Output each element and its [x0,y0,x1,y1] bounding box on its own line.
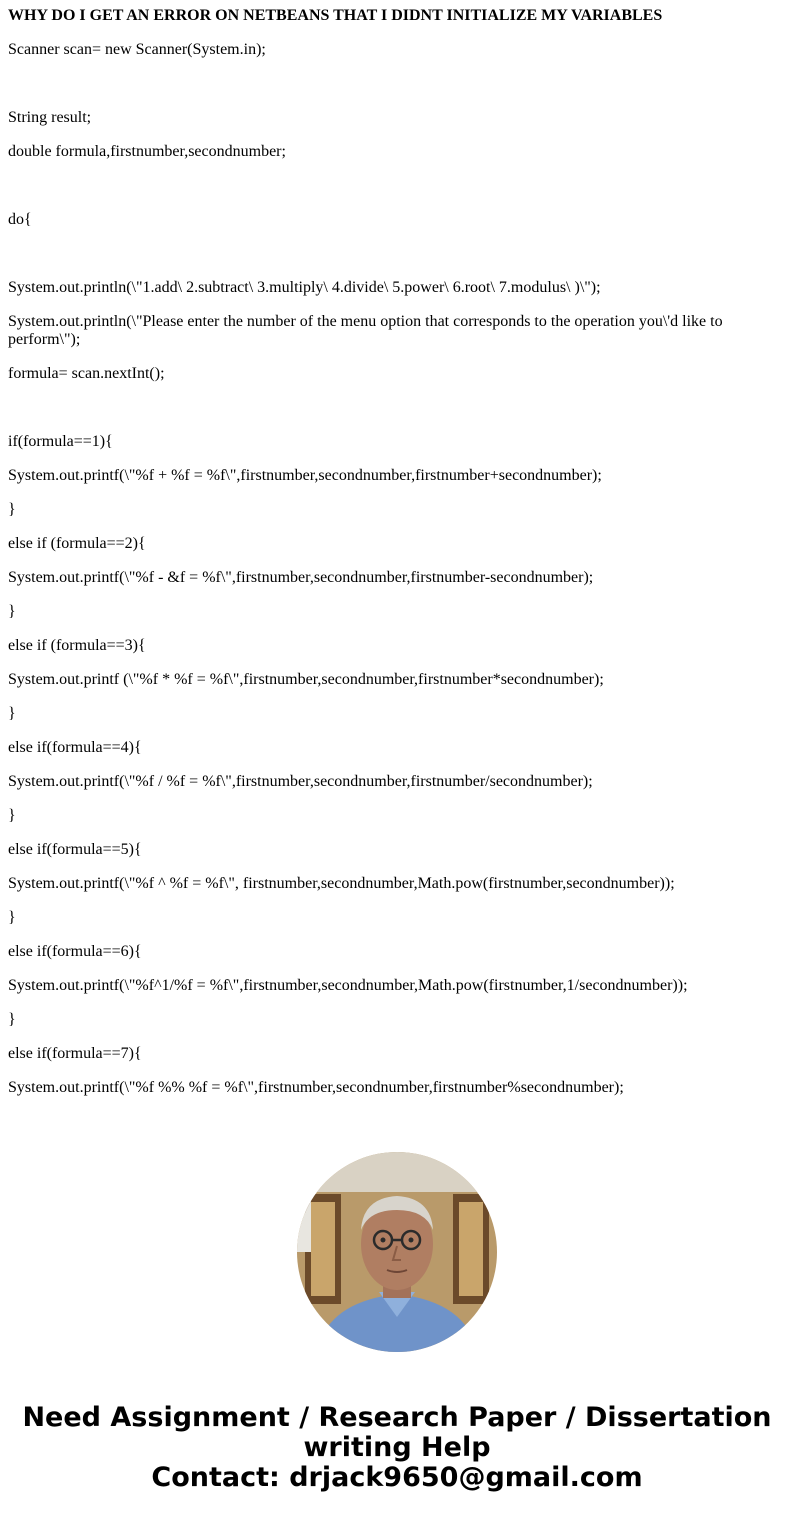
code-line: formula= scan.nextInt(); [8,365,165,382]
blank-line [8,75,786,93]
code-line: } [8,501,16,518]
code-line: else if(formula==6){ [8,943,142,960]
page-title: WHY DO I GET AN ERROR ON NETBEANS THAT I DIDNT INITIALIZE MY VARIABLES [8,7,663,24]
code-line: System.out.printf(\"%f + %f = %f\",firstnumber,secondnumber,firstnumber+secondnumber); [8,467,602,484]
code-line: else if(formula==7){ [8,1045,142,1062]
code-line: double formula,firstnumber,secondnumber; [8,143,286,160]
code-line: } [8,603,16,620]
code-line: else if(formula==4){ [8,739,142,756]
code-line: System.out.printf(\"%f %% %f = %f\",firstnumber,secondnumber,firstnumber%secondnumber); [8,1079,624,1096]
code-line: else if (formula==3){ [8,637,146,654]
code-line: System.out.printf (\"%f * %f = %f\",firstnumber,secondnumber,firstnumber*secondnumber); [8,671,604,688]
blank-line [8,399,786,417]
code-line: Scanner scan= new Scanner(System.in); [8,41,266,58]
blank-line [8,245,786,263]
code-line: } [8,909,16,926]
code-line: } [8,705,16,722]
code-line: System.out.printf(\"%f - &f = %f\",firstnumber,secondnumber,firstnumber-secondnumber); [8,569,594,586]
code-block [8,41,786,1097]
person-photo-icon [297,1152,497,1352]
document-body [8,0,786,1097]
code-line: } [8,1011,16,1028]
code-line: do{ [8,211,32,228]
code-line: System.out.println(\"1.add\ 2.subtract\ 3.multiply\ 4.divide\ 5.power\ 6.root\ 7.modulus\ )\"); [8,279,601,296]
code-line: System.out.printf(\"%f / %f = %f\",firstnumber,secondnumber,firstnumber/secondnumber); [8,773,593,790]
code-line: System.out.println(\"Please enter the number of the menu option that corresponds to the operation you\'d like to perform\"); [8,313,723,348]
code-line: System.out.printf(\"%f^1/%f = %f\",firstnumber,secondnumber,Math.pow(firstnumber,1/secondnumber)); [8,977,688,994]
blank-line [8,177,786,195]
code-line: String result; [8,109,92,126]
promo-line-1: Need Assignment / Research Paper / Dissertation [22,1402,772,1433]
promo-banner [0,1403,794,1493]
code-line: } [8,807,16,824]
promo-contact: Contact: drjack9650@gmail.com [151,1462,643,1493]
code-line: System.out.printf(\"%f ^ %f = %f\", firstnumber,secondnumber,Math.pow(firstnumber,secondnumber)); [8,875,675,892]
code-line: else if (formula==2){ [8,535,146,552]
code-line: if(formula==1){ [8,433,113,450]
code-line: else if(formula==5){ [8,841,142,858]
promo-line-2: writing Help [303,1432,491,1463]
avatar [297,1152,497,1352]
